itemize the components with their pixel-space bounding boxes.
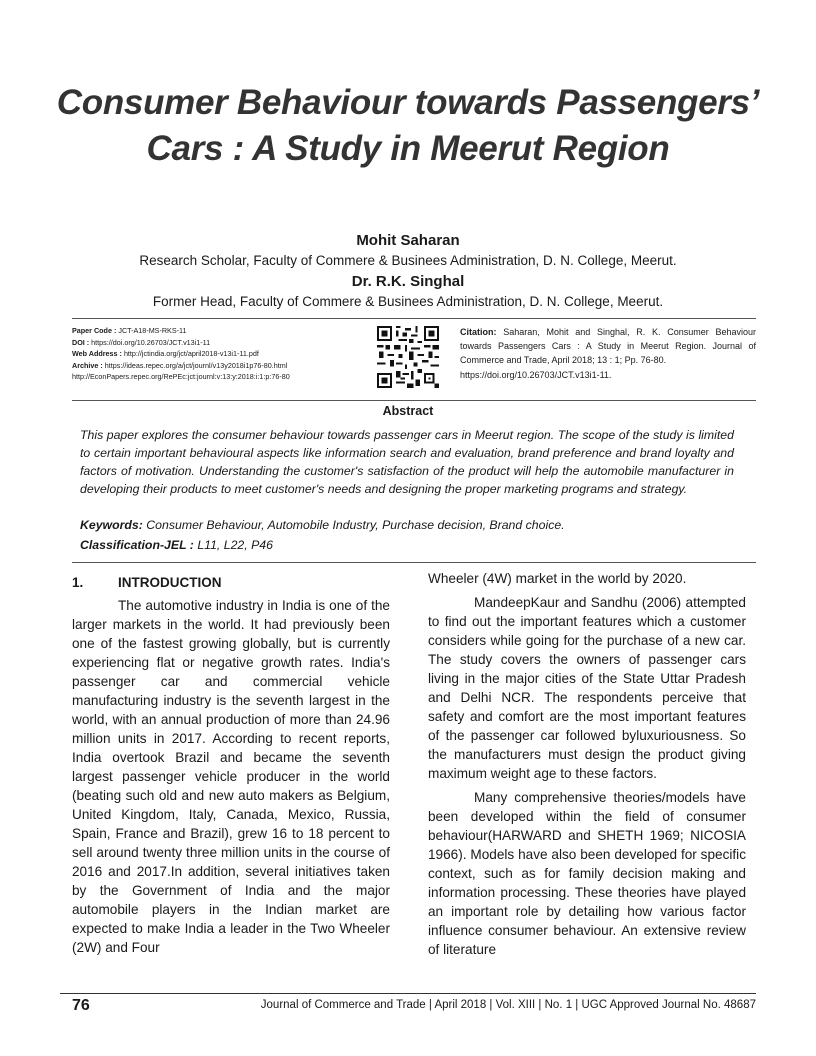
keywords-text: Consumer Behaviour, Automobile Industry, Purchase decision, Brand choice. bbox=[146, 518, 565, 532]
author-1-affiliation: Research Scholar, Faculty of Commere & Businees Administration, D. N. College, Meerut. bbox=[139, 253, 677, 268]
doi-link[interactable]: https://doi.org/10.26703/JCT.v13i1-11 bbox=[91, 337, 211, 347]
keywords-label: Keywords: bbox=[80, 518, 143, 532]
paragraph: MandeepKaur and Sandhu (2006) attempted to find out the important features which a customer considers while going for the purchase of a new car. The study covers the owners of passenger cars living in the major cities of the State Uttar Pradesh and Delhi NCR. The respondents perceive that safety and comfort are the most important features of the passenger car followed byluxuriousness. So the manufacturers must design the product giving maximum weight age to these factors. bbox=[428, 595, 746, 781]
header-rule bbox=[72, 318, 756, 319]
citation-text: Saharan, Mohit and Singhal, R. K. Consumer Behaviour towards Passengers Cars : A Study in Meerut Region. Journal of Commerce and Trade, April 2018; 13 : 1; Pp. 76-80. bbox=[460, 327, 756, 366]
journal-footer: Journal of Commerce and Trade | April 2018 | Vol. XIII | No. 1 | UGC Approved Journal No. 48687 bbox=[260, 999, 756, 1011]
citation-block bbox=[460, 325, 756, 382]
paper-metadata bbox=[72, 325, 372, 383]
paragraph: Many comprehensive theories/models have been developed within the field of consumer behaviour(HARWARD and SHETH 1969; NICOSIA 1966). Models have also been developed for specific context, such as for family decision making and information processing. These theories have played an important role by detailing how various factor influence consumer behaviour. An extensive review of literature bbox=[428, 790, 746, 957]
page-number: 76 bbox=[72, 997, 90, 1014]
right-column bbox=[428, 569, 746, 959]
section-title: INTRODUCTION bbox=[118, 575, 222, 590]
jel-codes: L11, L22, P46 bbox=[197, 538, 273, 552]
web-link[interactable]: http://jctindia.org/jct/april2018-v13i1-11.pdf bbox=[123, 349, 259, 359]
author-2-affiliation: Former Head, Faculty of Commere & Businees Administration, D. N. College, Meerut. bbox=[152, 294, 664, 309]
body-rule bbox=[72, 562, 756, 563]
paragraph: Wheeler (4W) market in the world by 2020. bbox=[428, 571, 687, 586]
doi-label: DOI : bbox=[72, 337, 90, 347]
jel-label: Classification-JEL : bbox=[80, 538, 194, 552]
footer-rule bbox=[60, 993, 756, 994]
section-heading bbox=[72, 575, 222, 590]
qr-code-icon bbox=[377, 326, 439, 388]
archive-link[interactable]: https://ideas.repec.org/a/jct/journl/v13y2018i1p76-80.html bbox=[104, 360, 288, 370]
citation-label: Citation: bbox=[460, 327, 497, 337]
abstract-text: This paper explores the consumer behaviour towards passenger cars in Meerut region. The scope of the study is limited to certain important behavioural aspects like information search and evaluation, brand preference and brand loyalty and factors of motivation. Understanding the customer's satisfaction of the product will help the automobile manufacturer in developing their products to meet customer's needs and designing the proper marketing programs and strategy. bbox=[80, 428, 734, 496]
section-number: 1. bbox=[72, 575, 84, 590]
jel-line bbox=[80, 538, 740, 552]
author-2-name: Dr. R.K. Singhal bbox=[351, 273, 465, 290]
keywords-line bbox=[80, 518, 740, 532]
title-line-2: Cars : A Study in Meerut Region bbox=[146, 129, 670, 168]
abstract-heading: Abstract bbox=[382, 404, 434, 418]
left-column bbox=[72, 596, 390, 957]
title-line-1: Consumer Behaviour towards Passengers’ bbox=[56, 83, 760, 122]
paragraph: The automotive industry in India is one of the larger markets in the world. It had previously been one of the fastest growing globally, but is currently experiencing flat or negative growth rates. India's passenger car and commercial vehicle manufacturing industry is the seventh largest in the world, with an annual production of more than 24.96 million units in 2017. According to recent reports, India overtook Brazil and became the seventh largest passenger vehicle producer in the world (beating such old and new auto makers as Belgium, United Kingdom, Italy, Canada, Mexico, Russia, Spain, France and Brazil), grew 16 to 18 percent to sell around twenty three million units in the course of 2016 and 2017.In addition, several initiatives taken by the Government of India and the major automobile players in the Indian market are expected to make India a leader in the Two Wheeler (2W) and Four bbox=[72, 598, 390, 955]
paper-title bbox=[40, 80, 776, 172]
archive-label: Archive : bbox=[72, 360, 103, 370]
web-label: Web Address : bbox=[72, 349, 122, 359]
paper-code-label: Paper Code : bbox=[72, 326, 117, 335]
citation-doi-link[interactable]: https://doi.org/10.26703/JCT.v13i1-11. bbox=[460, 369, 612, 380]
paper-code: JCT-A18-MS-RKS-11 bbox=[118, 326, 187, 335]
author-1-name: Mohit Saharan bbox=[356, 232, 460, 249]
abstract-rule bbox=[72, 400, 756, 401]
econpapers-link[interactable]: http://EconPapers.repec.org/RePEc:jct:journl:v:13:y:2018:i:1:p:76-80 bbox=[72, 372, 290, 382]
